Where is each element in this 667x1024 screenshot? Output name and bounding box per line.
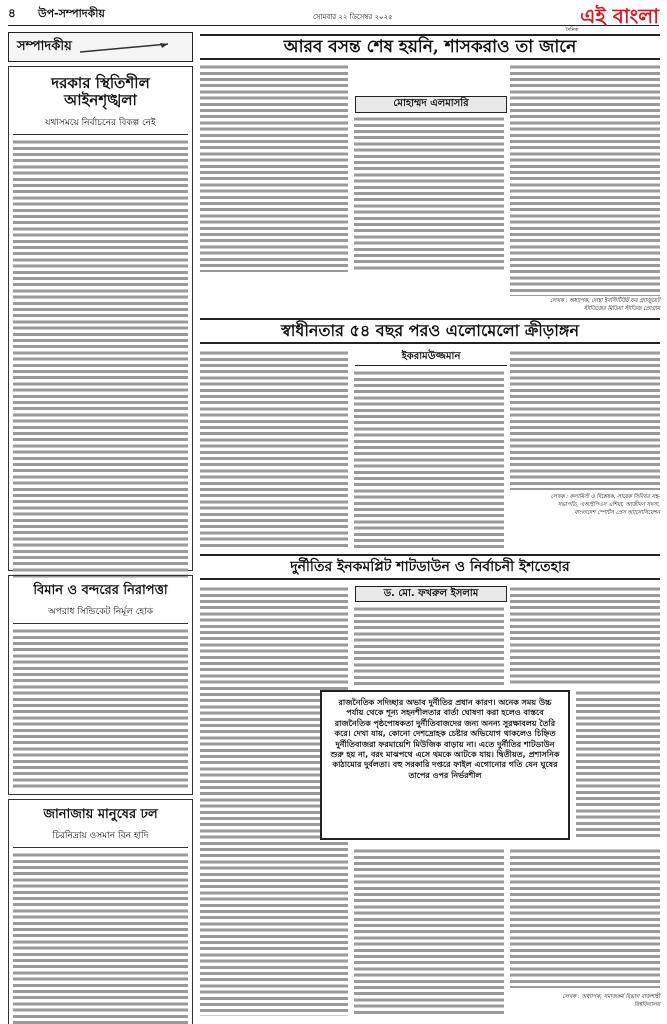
story1-col3 (510, 64, 660, 296)
story2-headline: স্বাধীনতার ৫৪ বছর পরও এলোমেলো ক্রীড়াঙ্গন (200, 318, 660, 344)
story3-col3-bottom (510, 848, 660, 988)
editorial-body (13, 139, 188, 579)
editorial-column (8, 32, 193, 1018)
story2-col3 (510, 350, 660, 490)
pen-icon (80, 38, 170, 56)
article2-body (13, 628, 188, 788)
editorial-title: দরকার স্থিতিশীল আইনশৃঙ্খলা (51, 74, 150, 110)
story1-headline: আরব বসন্ত শেষ হয়নি, শাসকরাও তা জানে (200, 34, 660, 60)
story3-col2 (354, 606, 504, 686)
logo-text: এই বাংলা (580, 4, 659, 28)
story2-col1 (200, 350, 348, 550)
article3-body (13, 852, 188, 1024)
story1-author: মোহাম্মদ এলমাসরি (355, 96, 507, 113)
newspaper-logo (566, 2, 659, 35)
story3-headline: দুর্নীতির ইনকমপ্লিট শাটডাউন ও নির্বাচনী ইশতেহার (200, 554, 660, 580)
logo-prefix: দৈনিক (565, 27, 579, 33)
story3-col3 (510, 586, 660, 686)
story1-col1 (200, 64, 348, 272)
story2-col2 (354, 370, 504, 550)
article3-subtitle: চিরনিদ্রায় ওসমান বিন হাদি (52, 830, 149, 841)
article3-title: জানাজায় মানুষের ঢল (43, 807, 158, 822)
page-number: ৪ (8, 5, 16, 20)
article-airport-security (8, 575, 193, 795)
editorial-subtitle: যথাসময়ে নির্বাচনের বিকল্প নেই (45, 117, 156, 128)
article-funeral (8, 799, 193, 1024)
story1-caption: লেখক : অধ্যাপক, দোহা ইনস্টিটিউট ফর গ্র্যাজুয়েট স্টাডিজের মিডিয়া স্টাডিজ প্রোগ্রাম (550, 298, 660, 312)
story3-pull-quote: রাজনৈতিক সদিচ্ছার অভাব দুর্নীতির প্রধান কারণ। অনেক সময় উচ্চ পর্যায় থেকে শূন্য সহনশীলতার বার্তা ঘোষণা করা হলেও বাস্তবে রাজনৈতিক পৃষ্ঠপোষকতা দুর্নীতিবাজদের জন্য অনন্য সুরক্ষাবলয় তৈরি করে। দেখা যায়, কোনো দেশদ্রোহক চেষ্টার অভিযোগ থাকলেও চিহ্নিত দুর্নীতিবাজরা ফরমায়েশি মিউজিক বাড়ায় না। এতে দুর্নীতির শাটডাউন শুরু হয় না, বরং মাঝপথে এসে থমকে আটকে যায়। দ্বিতীয়ত, প্রশাসনিক কাঠামোর দুর্বলতা। বহু সরকারি দপ্তরে ফাইল এগোনোর গতি যেন ঘুষের তাপের ওপর নির্ভরশীল (320, 690, 570, 840)
section-title: উপ-সম্পাদকীয় (38, 7, 105, 20)
editorial-article (8, 66, 193, 571)
page-header (8, 4, 659, 33)
story2-author: ইকরামউজ্জমান (355, 350, 507, 366)
issue-date: সোমবার ২২ ডিসেম্বর ২০২৫ (313, 13, 393, 21)
story1-col2 (354, 116, 504, 272)
story3-col2-lower (354, 848, 504, 1016)
story3-author: ড. মো. ফখরুল ইসলাম (355, 586, 507, 602)
story3-caption: লেখক : অধ্যাপক, সমাজকর্ম বিভাগ রাজশাহী বিশ্ববিদ্যালয় (562, 994, 660, 1008)
story3-col3-lower (576, 690, 660, 840)
story2-caption: লেখক : কলামিস্ট ও বিশ্লেষক, সাবেক সিনিয়র সহ-সভাপতি, এআইপিএস এশিয়া, আজীবন সদস্য, বাংলাদেশ স্পোর্টস প্রেস অ্যাসোসিয়েশন (550, 494, 660, 516)
article2-title: বিমান ও বন্দরের নিরাপত্তা (33, 583, 168, 598)
editorial-banner: সম্পাদকীয় (8, 32, 193, 62)
article2-subtitle: অপরাধ সিন্ডিকেট নির্মূল হোক (47, 606, 154, 617)
